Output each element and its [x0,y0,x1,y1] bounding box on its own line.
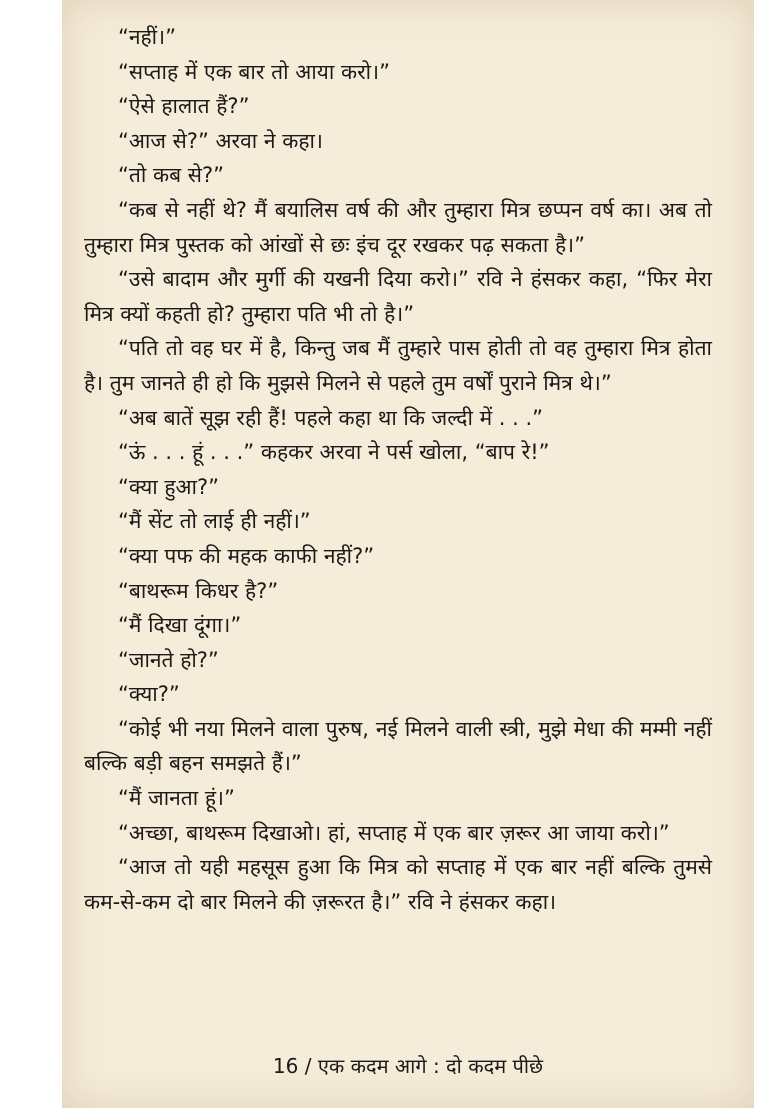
paragraph: “मैं सेंट तो लाई ही नहीं।” [118,509,311,534]
paragraph: “क्या पफ की महक काफी नहीं?” [118,543,375,568]
footer-separator: / [304,1054,312,1078]
paragraph: “उसे बादाम और मुर्गी की यखनी दिया करो।” रवि ने हंसकर कहा, “फिर मेरा मित्र क्यों कहती हो? तुम्हारा पति भी तो है।” [84,267,712,326]
paragraph: “मैं जानता हूं।” [118,786,235,811]
page-number: 16 [272,1054,299,1078]
paragraph: “आज तो यही महसूस हुआ कि मित्र को सप्ताह में एक बार नहीं बल्कि तुमसे कम-से-कम दो बार मिलने की ज़रूरत है।” रवि ने हंसकर कहा। [84,855,712,914]
paragraph: “जानते हो?” [118,647,219,672]
paragraph: “क्या?” [118,682,180,707]
paragraph: “कब से नहीं थे? मैं बयालिस वर्ष की और तुम्हारा मित्र छप्पन वर्ष का। अब तो तुम्हारा मित्र पुस्तक को आंखों से छः इंच दूर रखकर पढ़ सकता है।” [84,197,712,257]
paragraph: “तो कब से?” [118,163,224,188]
paragraph: “आज से?” अरवा ने कहा। [118,128,323,153]
paragraph: “पति तो वह घर में है, किन्तु जब मैं तुम्हारे पास होती तो वह तुम्हारा मित्र होता है। तुम जानते ही हो कि मुझसे मिलने से पहले तुम वर्षों पुराने मित्र थे।” [84,336,712,395]
paragraph: “अब बातें सूझ रही हैं! पहले कहा था कि जल्दी में . . .” [118,405,544,430]
paragraph: “नहीं।” [118,25,176,49]
book-page [62,0,754,1108]
paragraph: “अच्छा, बाथरूम दिखाओ। हां, सप्ताह में एक बार ज़रूर आ जाया करो।” [118,820,670,845]
paragraph: “ऐसे हालात हैं?” [118,94,250,119]
paragraph: “सप्ताह में एक बार तो आया करो।” [118,59,390,84]
paragraph: “मैं दिखा दूंगा।” [118,613,242,638]
paragraph: “ऊं . . . हूं . . .” कहकर अरवा ने पर्स खोला, “बाप रे!” [118,440,550,465]
book-title: एक कदम आगे : दो कदम पीछे [317,1054,544,1078]
paragraph: “कोई भी नया मिलने वाला पुरुष, नई मिलने वाली स्त्री, मुझे मेधा की मम्मी नहीं बल्कि बड़ी बहन समझते हैं।” [84,716,712,776]
body-text [84,20,712,919]
page-footer [62,1052,754,1079]
paragraph: “क्या हुआ?” [118,474,220,499]
paragraph: “बाथरूम किधर है?” [118,578,279,603]
